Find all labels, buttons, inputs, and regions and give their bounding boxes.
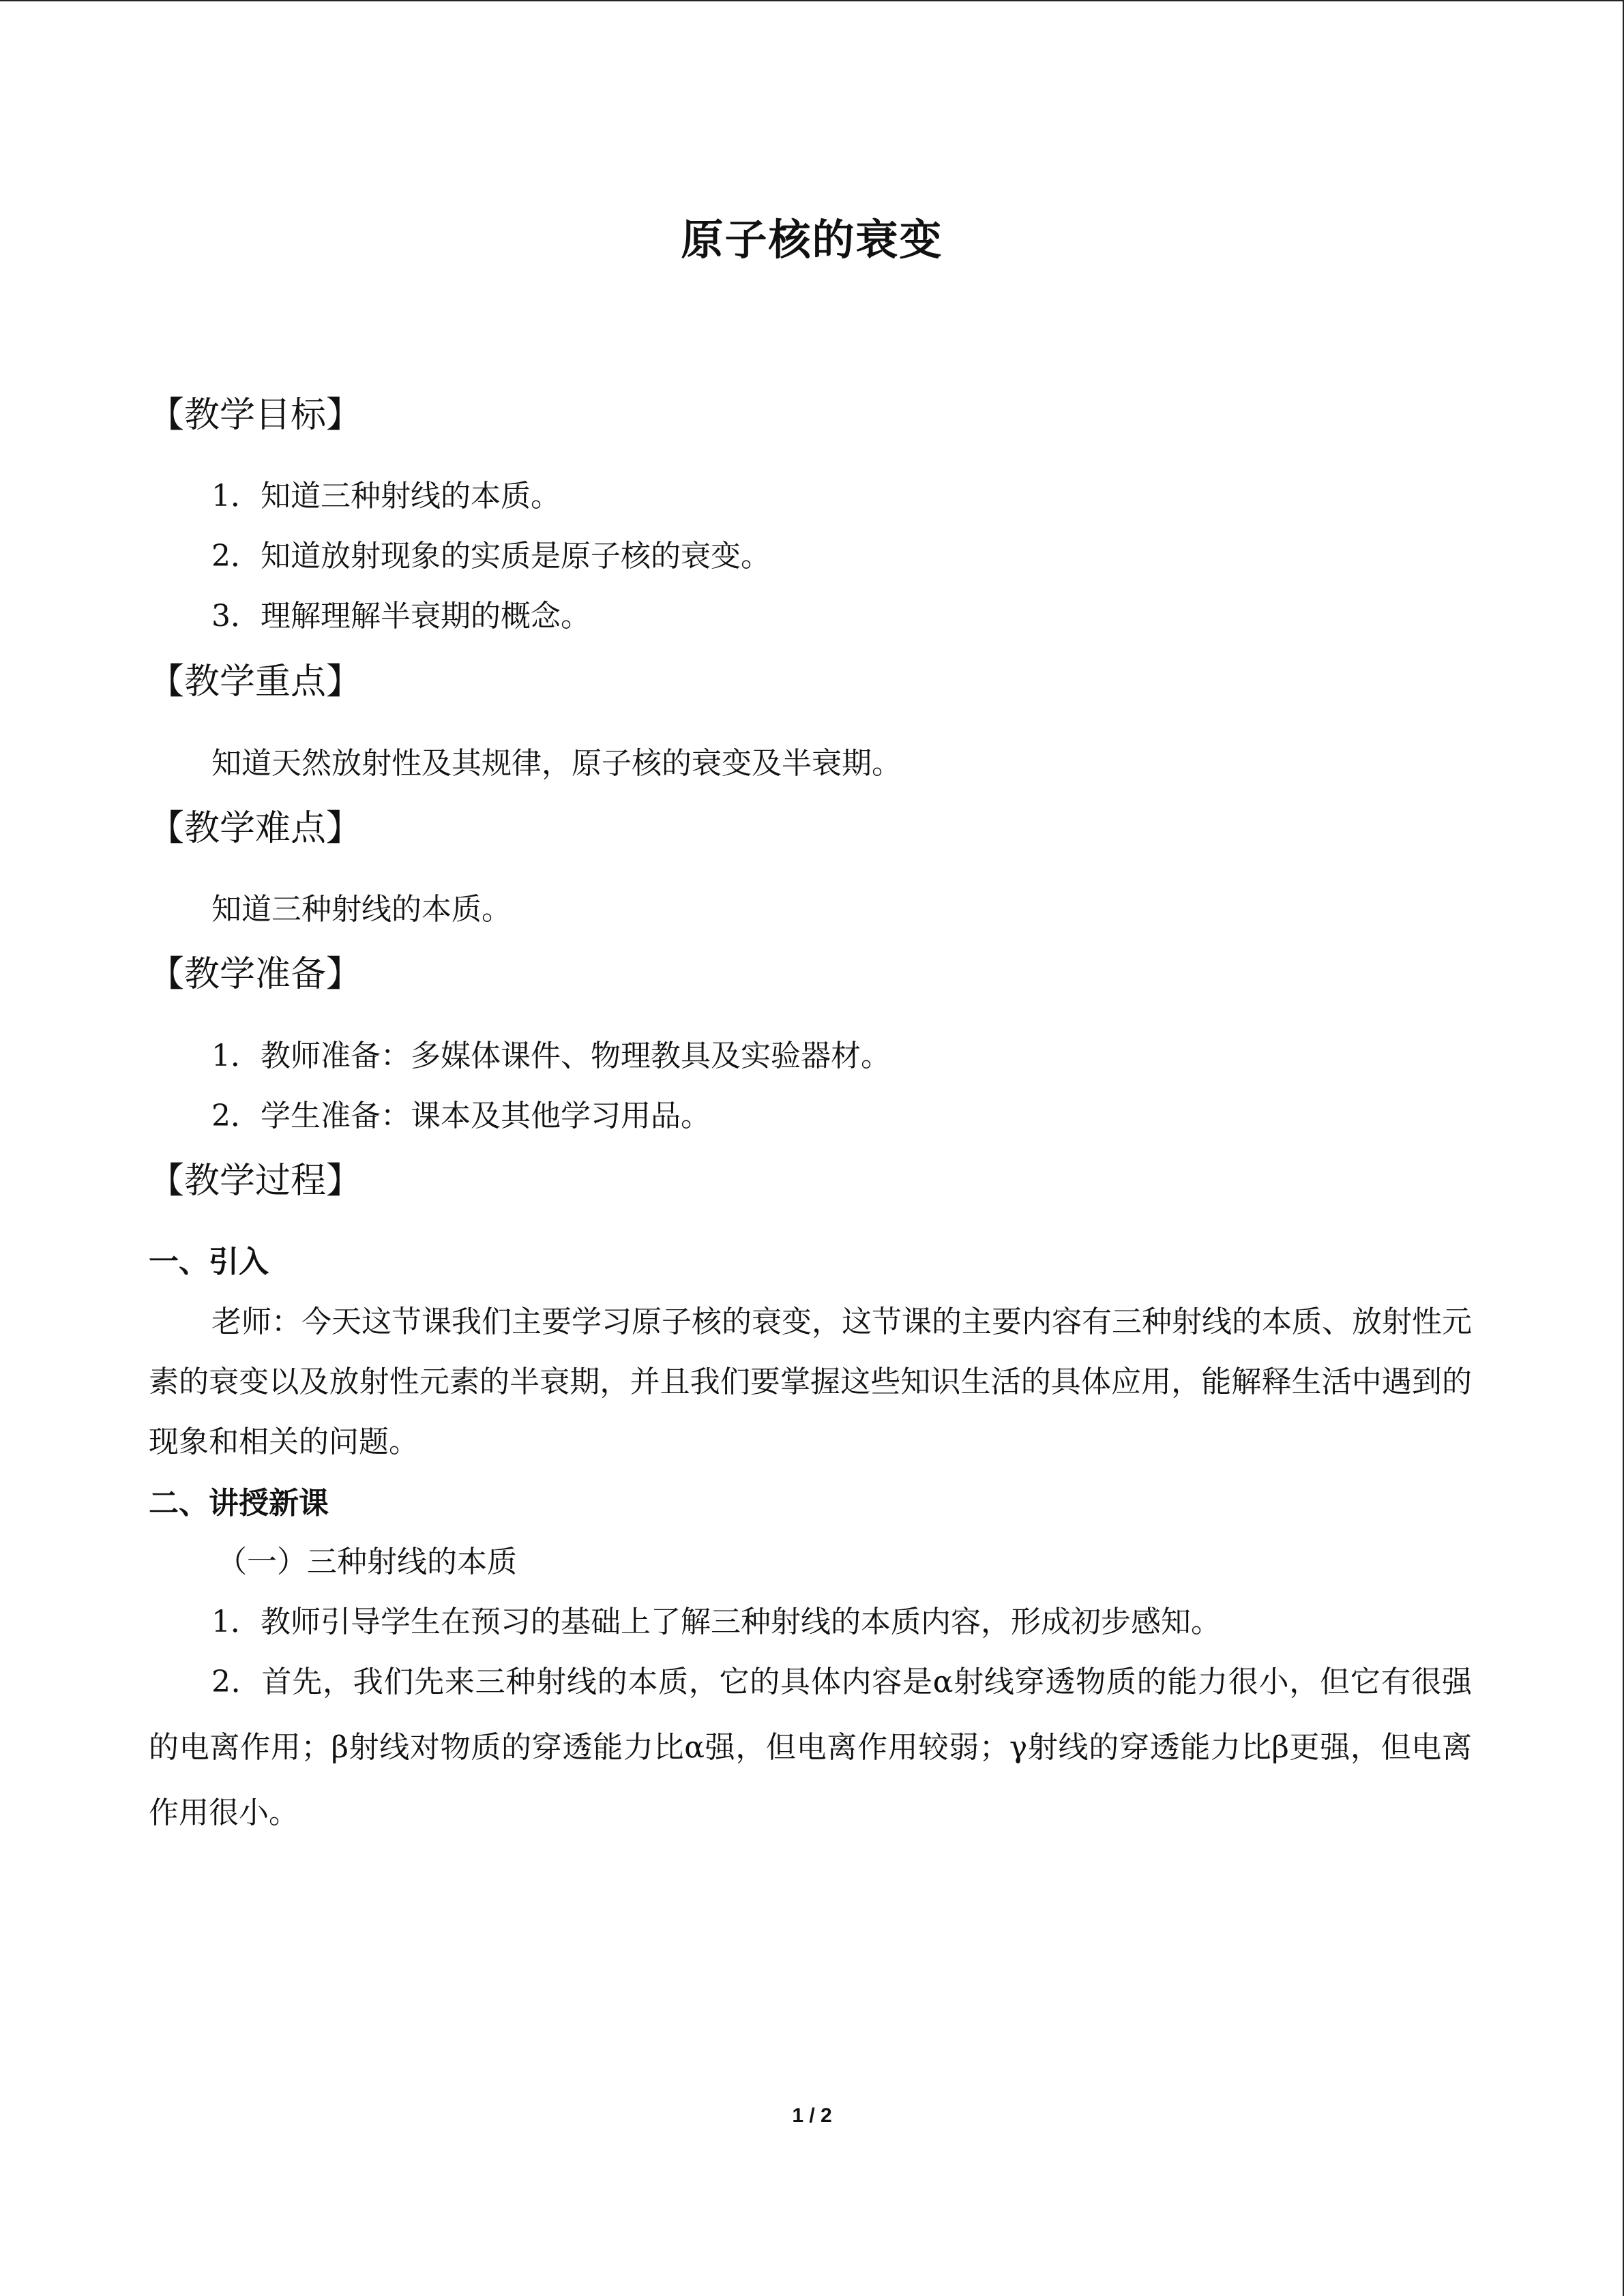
preparation-item-1: 1．教师准备：多媒体课件、物理教具及实验器材。 — [211, 1039, 891, 1073]
step-2-paragraph: 2．首先，我们先来三种射线的本质，它的具体内容是α射线穿透物质的能力很小，但它有很强的电离作用；β射线对物质的穿透能力比α强，但电离作用较弱；γ射线的穿透能力比β更强，但电离作用很小。 — [149, 1665, 1472, 1830]
page-number: 1 / 2 — [792, 2104, 832, 2127]
process-heading: 【教学过程】 — [149, 1161, 362, 1202]
intro-paragraph: 老师：今天这节课我们主要学习原子核的衰变，这节课的主要内容有三种射线的本质、放射性元素的衰变以及放射性元素的半衰期，并且我们要掌握这些知识生活的具体应用，能解释生活中遇到的现象和相关的问题。 — [149, 1304, 1472, 1459]
key-points-heading: 【教学重点】 — [149, 661, 362, 702]
objective-item-3: 3．理解理解半衰期的概念。 — [211, 599, 591, 633]
intro-heading: 一、引入 — [149, 1244, 269, 1279]
preparation-heading: 【教学准备】 — [149, 954, 362, 995]
new-lesson-heading: 二、讲授新课 — [149, 1486, 329, 1521]
difficulties-text: 知道三种射线的本质。 — [211, 892, 512, 927]
rays-subheading: （一）三种射线的本质 — [217, 1545, 517, 1579]
page-title: 原子核的衰变 — [681, 215, 943, 265]
difficulties-heading: 【教学难点】 — [149, 808, 362, 849]
key-points-text: 知道天然放射性及其规律，原子核的衰变及半衰期。 — [211, 746, 902, 781]
preparation-item-2: 2．学生准备：课本及其他学习用品。 — [211, 1099, 711, 1133]
objective-item-1: 1．知道三种射线的本质。 — [211, 479, 561, 513]
step-1-text: 1．教师引导学生在预习的基础上了解三种射线的本质内容，形成初步感知。 — [211, 1605, 1221, 1639]
objective-item-2: 2．知道放射现象的实质是原子核的衰变。 — [211, 539, 771, 573]
objectives-heading: 【教学目标】 — [149, 395, 362, 436]
